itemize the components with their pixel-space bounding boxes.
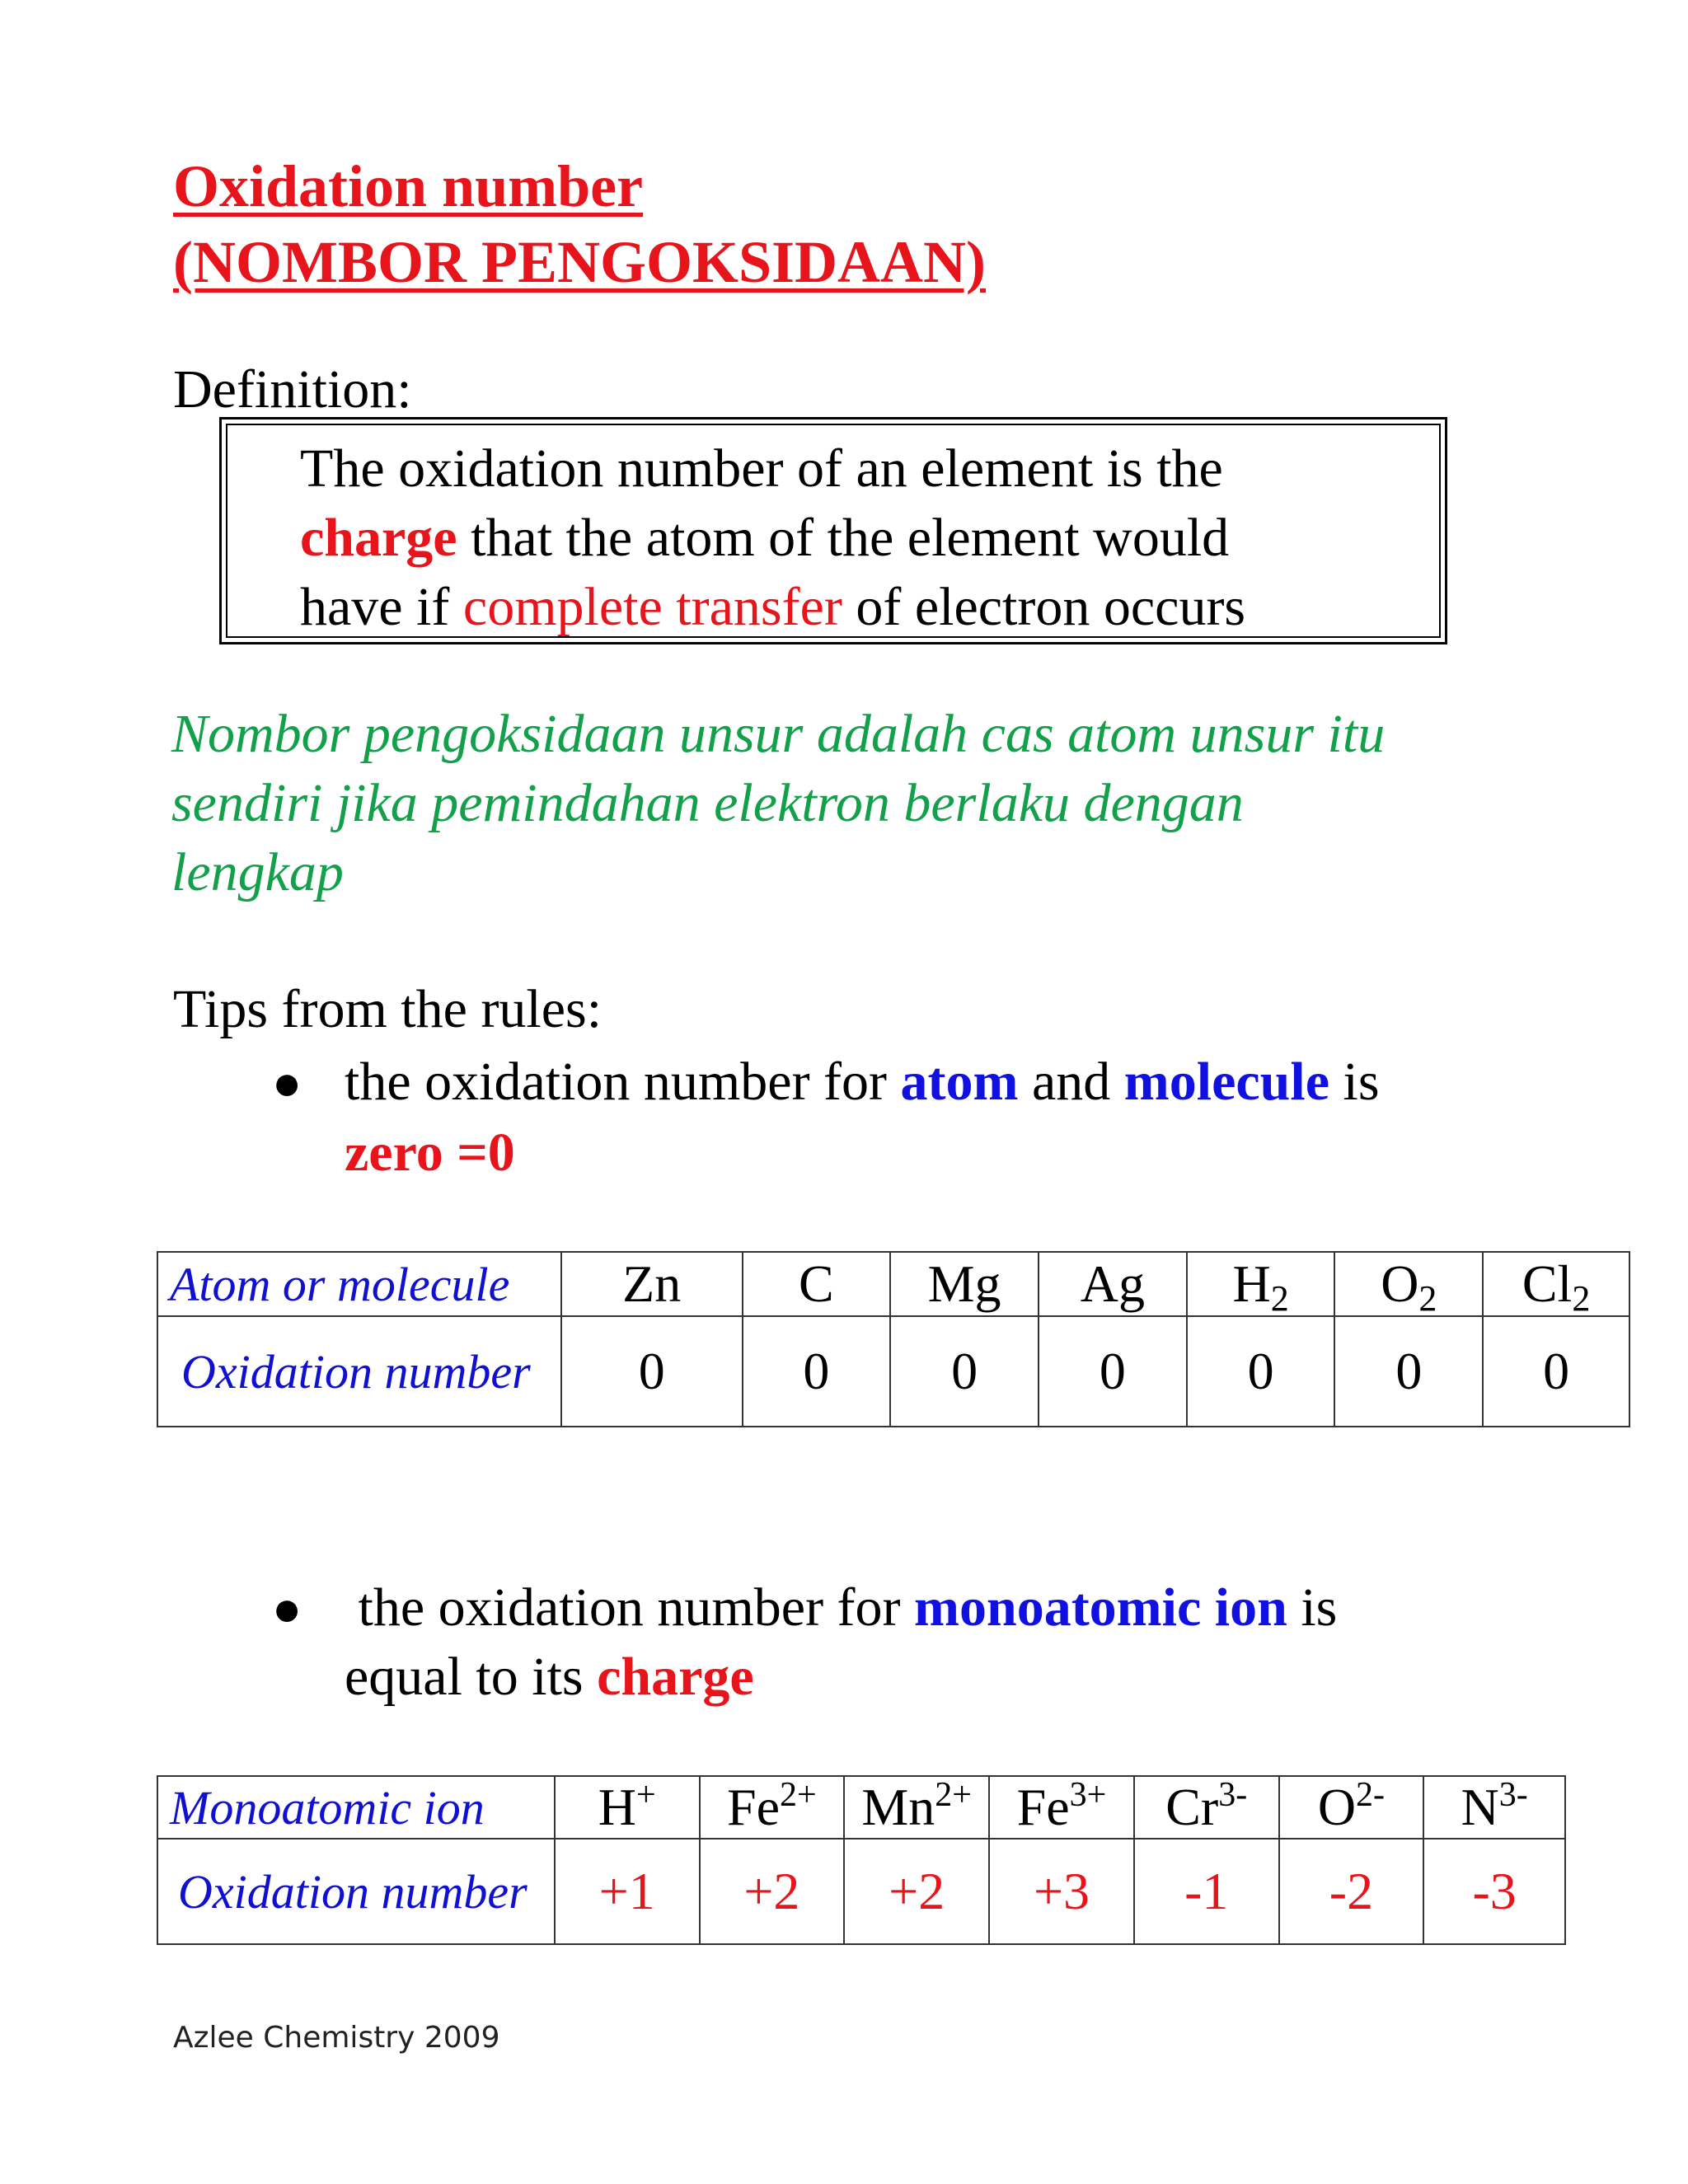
monoatomic-ion-table [157,1775,1566,1945]
bullet-dot-1: ● [272,1056,302,1110]
ion-charge: 2+ [935,1775,972,1814]
ion-oxidation-value: -3 [1423,1839,1565,1944]
atom-molecule-table [157,1251,1630,1427]
molecule-cell [1334,1252,1483,1319]
oxidation-value: 0 [1039,1316,1187,1427]
malay-line-3: lengkap [171,842,344,902]
malay-line-1: Nombor pengoksidaan unsur adalah cas atom unsur itu [171,704,1386,764]
tips-heading: Tips from the rules: [173,979,603,1039]
bullet-2-line-1 [345,1577,1338,1638]
ion-cell [1423,1776,1565,1839]
oxidation-row [157,1316,1629,1427]
ion-oxidation-row [157,1839,1565,1944]
atom-symbol: C [799,1254,834,1313]
ion-oxidation-value: -1 [1134,1839,1279,1944]
oxidation-value: 0 [1483,1316,1629,1427]
oxidation-value: 0 [1334,1316,1483,1427]
ion-charge: 2- [1356,1775,1386,1814]
definition-label: Definition: [173,359,412,419]
ion-oxidation-value: +3 [989,1839,1134,1944]
ion-oxidation-value: +1 [555,1839,700,1944]
ion-charge: 3- [1218,1775,1248,1814]
ion-symbol: O [1317,1778,1357,1836]
oxidation-value: 0 [743,1316,891,1427]
ion-charge: + [635,1775,656,1814]
definition-line-1: The oxidation number of an element is the [300,438,1223,499]
molecule-cell [1483,1252,1629,1319]
bullet-1-zero: zero =0 [345,1122,515,1183]
bullet-2-text-start: the oxidation number for [345,1577,915,1638]
ion-row-header: Monoatomic ion [157,1776,555,1839]
definition-transfer-highlight: complete transfer [462,577,842,637]
bullet-1-and: and [1018,1052,1124,1112]
atom-row-header: Atom or molecule [157,1252,561,1316]
oxidation-value: 0 [890,1316,1039,1427]
ion-cell [1279,1776,1424,1839]
ion-oxidation-value: +2 [844,1839,989,1944]
definition-box [219,417,1447,644]
ion-cell [700,1776,845,1839]
ion-oxidation-value: +2 [700,1839,845,1944]
definition-line-3-start: have if [300,577,463,637]
bullet-1-line-1 [345,1052,1380,1112]
ion-row [157,1776,1565,1839]
bullet-2-charge: charge [597,1647,754,1707]
definition-line-2 [300,508,1230,568]
page-subtitle: (NOMBOR PENGOKSIDAAN) [173,229,986,295]
molecule-subscript: 2 [1418,1278,1437,1319]
atom-cell [743,1252,891,1316]
ion-symbol: N [1461,1778,1499,1836]
ion-symbol: Cr [1165,1778,1219,1836]
molecule-symbol: H [1232,1254,1271,1313]
bullet-1-text-start: the oxidation number for [345,1052,901,1112]
atom-symbol: Mg [927,1254,1001,1313]
footer-credit: Azlee Chemistry 2009 [173,2021,500,2055]
oxidation-value: 0 [561,1316,743,1427]
oxidation-row-header: Oxidation number [157,1316,561,1427]
bullet-dot-2: ● [272,1582,302,1636]
definition-charge-highlight: charge [300,508,457,568]
ion-cell [989,1776,1134,1839]
molecule-symbol: O [1381,1254,1419,1313]
atom-cell [1039,1252,1187,1316]
ion-cell [555,1776,700,1839]
bullet-2-is: is [1287,1577,1338,1638]
oxidation-value: 0 [1187,1316,1335,1427]
bullet-1-atom: atom [900,1052,1019,1112]
ion-symbol: H [598,1778,636,1836]
bullet-2-monoatomic-ion: monoatomic ion [914,1577,1287,1638]
atom-cell [890,1252,1039,1316]
page-title: Oxidation number [173,153,644,219]
ion-symbol: Fe [727,1778,781,1836]
malay-line-2: sendiri jika pemindahan elektron berlaku dengan [171,773,1244,833]
ion-oxidation-value: -2 [1279,1839,1424,1944]
molecule-cell [1187,1252,1335,1319]
ion-symbol: Fe [1016,1778,1070,1836]
atom-symbol: Zn [622,1254,682,1313]
bullet-1-molecule: molecule [1123,1052,1330,1112]
molecule-symbol: Cl [1522,1254,1573,1313]
atom-symbol: Ag [1080,1254,1145,1313]
ion-cell [1134,1776,1279,1839]
bullet-2-line-2-start: equal to its [345,1647,598,1707]
atom-cell [561,1252,743,1316]
ion-oxidation-row-header: Oxidation number [157,1839,555,1944]
ion-charge: 3+ [1069,1775,1107,1814]
ion-charge: 2+ [780,1775,817,1814]
atom-row [157,1252,1629,1316]
ion-cell [844,1776,989,1839]
ion-charge: 3- [1498,1775,1528,1814]
molecule-subscript: 2 [1572,1278,1591,1319]
definition-line-3-end: of electron occurs [842,577,1246,637]
molecule-subscript: 2 [1270,1278,1289,1319]
bullet-2-line-2 [345,1647,754,1707]
definition-line-2-rest: that the atom of the element would [457,508,1230,568]
bullet-1-is: is [1329,1052,1380,1112]
ion-symbol: Mn [861,1778,935,1836]
definition-line-3 [300,577,1246,637]
